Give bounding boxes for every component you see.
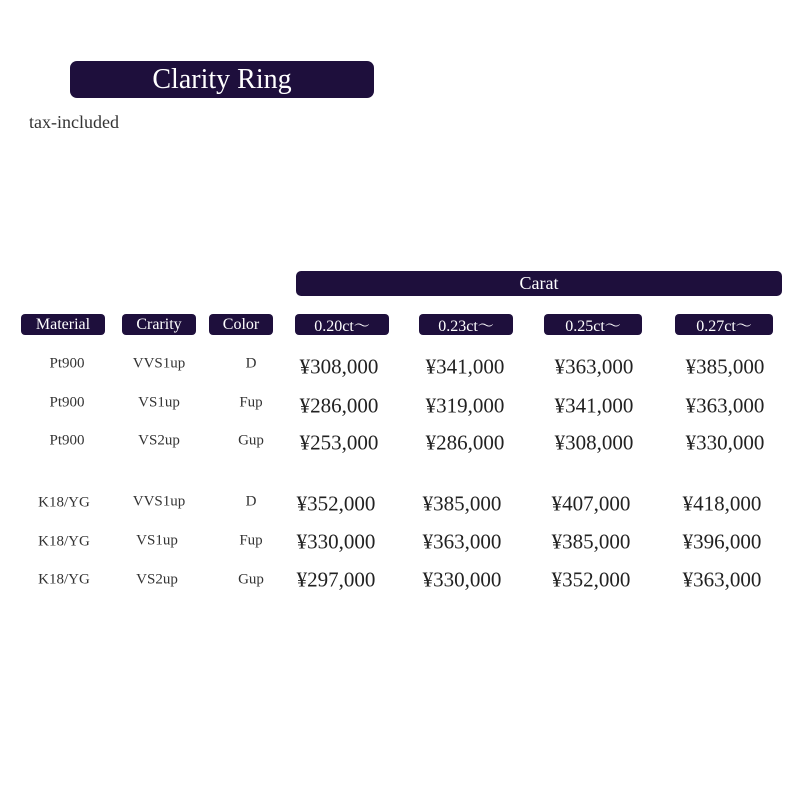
header-material: Material: [21, 314, 105, 335]
price-cell: ¥308,000: [299, 354, 379, 379]
header-carat-023: 0.23ct～: [419, 314, 513, 335]
price-cell: ¥363,000: [554, 354, 634, 379]
price-cell: ¥297,000: [296, 567, 376, 592]
price-cell: ¥407,000: [551, 491, 631, 516]
price-cell: ¥341,000: [425, 354, 505, 379]
header-carat-020: 0.20ct～: [295, 314, 389, 335]
color-cell: Fup: [239, 394, 263, 411]
clarity-cell: VVS1up: [132, 493, 186, 510]
price-cell: ¥385,000: [422, 491, 502, 516]
material-cell: Pt900: [49, 394, 85, 411]
price-cell: ¥363,000: [682, 567, 762, 592]
clarity-cell: VS2up: [136, 571, 178, 588]
price-cell: ¥363,000: [422, 529, 502, 554]
price-cell: ¥418,000: [682, 491, 762, 516]
price-cell: ¥286,000: [425, 430, 505, 455]
carat-group-header: Carat: [296, 271, 782, 296]
price-cell: ¥352,000: [551, 567, 631, 592]
page-title: Clarity Ring: [70, 61, 374, 98]
price-cell: ¥341,000: [554, 393, 634, 418]
price-cell: ¥308,000: [554, 430, 634, 455]
price-cell: ¥319,000: [425, 393, 505, 418]
color-cell: D: [245, 355, 257, 372]
clarity-cell: VS1up: [138, 394, 180, 411]
price-cell: ¥253,000: [299, 430, 379, 455]
header-color: Color: [209, 314, 273, 335]
header-carat-027: 0.27ct～: [675, 314, 773, 335]
material-cell: K18/YG: [38, 533, 90, 550]
price-cell: ¥385,000: [685, 354, 765, 379]
material-cell: K18/YG: [38, 494, 90, 511]
color-cell: Gup: [238, 571, 264, 588]
tax-note: tax-included: [29, 112, 119, 132]
price-cell: ¥363,000: [685, 393, 765, 418]
price-cell: ¥385,000: [551, 529, 631, 554]
header-carat-025: 0.25ct～: [544, 314, 642, 335]
price-cell: ¥330,000: [685, 430, 765, 455]
material-cell: Pt900: [49, 355, 85, 372]
price-cell: ¥330,000: [422, 567, 502, 592]
clarity-cell: VVS1up: [132, 355, 186, 372]
price-cell: ¥286,000: [299, 393, 379, 418]
color-cell: D: [245, 493, 257, 510]
price-cell: ¥352,000: [296, 491, 376, 516]
clarity-cell: VS2up: [138, 432, 180, 449]
material-cell: K18/YG: [38, 571, 90, 588]
color-cell: Gup: [238, 432, 264, 449]
color-cell: Fup: [239, 532, 263, 549]
price-cell: ¥330,000: [296, 529, 376, 554]
header-clarity: Crarity: [122, 314, 196, 335]
material-cell: Pt900: [49, 432, 85, 449]
price-cell: ¥396,000: [682, 529, 762, 554]
clarity-cell: VS1up: [136, 532, 178, 549]
